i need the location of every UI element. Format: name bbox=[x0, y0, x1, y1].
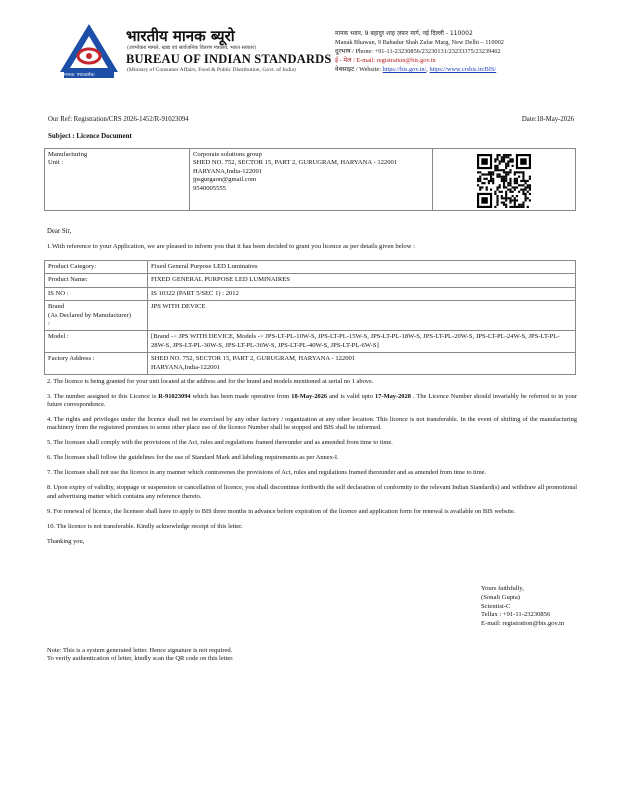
manufacturer-label-line-1: Manufacturing bbox=[48, 151, 88, 158]
paragraph-3-part: 3. The number assigned to this Licence is bbox=[47, 393, 159, 400]
detail-label: Brand (As Declared by Manufacturer) : bbox=[45, 301, 148, 331]
org-title-hindi: भारतीय मानक ब्यूरो bbox=[126, 27, 235, 45]
paragraph-3-part: and is valid upto bbox=[327, 393, 376, 400]
detail-label: IS NO : bbox=[45, 287, 148, 300]
detail-value: [Brand -> JPS WITH DEVICE, Models -> JPS-LT-PL-10W-S, JPS-LT-PL-15W-S, JPS-LT-PL-18W-S, JPS-LT-PL-20W-S, JPS-LT-PL-24W-S, JPS-LT-PL-28W-S, JPS-LT-PL-30W-S, JPS-LT-PL-36W-S, JPS-LT-PL-40W-S, JPS-LT-PL-6W-S] bbox=[148, 331, 576, 353]
salutation: Dear Sir, bbox=[47, 228, 72, 235]
note-line-1: Note: This is a system generated letter. Hence signature is not required. bbox=[47, 647, 233, 654]
table-row bbox=[45, 301, 576, 331]
manufacturer-label-line-2: Unit : bbox=[48, 159, 64, 167]
signatory-title: Scientist-C bbox=[481, 602, 511, 610]
letter-subject: Subject : Licence Document bbox=[48, 132, 132, 140]
manufacturer-row bbox=[45, 149, 576, 211]
email-line: ई - मेल / E-mail: registration@bis.gov.in bbox=[335, 57, 436, 64]
detail-label: Product Name: bbox=[45, 274, 148, 287]
paragraph-10: 10. The licence is not transferable. Kindly acknowledge receipt of this letter. bbox=[47, 522, 243, 530]
table-row bbox=[45, 287, 576, 300]
footer-note bbox=[47, 647, 234, 664]
paragraph-4: 4. The rights and privileges under the licence shall not be exercised by any other factory / organization at any other location. This licence is not transferable. In the event of shifting of the manufacturing machinery from the registered premises to some other place use of the licence Number shall be stopped and BIS shall be informed. bbox=[47, 416, 577, 432]
org-subtitle-hindi: (उपभोक्ता मामले, खाद्य एवं सार्वजनिक वितरण मंत्रालय, भारत सरकार) bbox=[127, 45, 257, 51]
manufacturer-state: HARYANA,India-122001 bbox=[193, 167, 263, 175]
detail-label: Factory Address : bbox=[45, 353, 148, 375]
detail-label: Model : bbox=[45, 331, 148, 353]
table-row bbox=[45, 353, 576, 375]
paragraph-2: 2. The licence is being granted for your unit located at the address and for the brand and models mentioned at serial no 1 above. bbox=[47, 378, 374, 385]
reference-number: Our Ref: Registration/CRS 2026-1452/R-91023094 bbox=[48, 116, 189, 123]
paragraph-8: 8. Upon expiry of validity, stoppage or suspension or cancellation of licence, you shall discontinue forthwith the self declaration of conformity to the relevant Indian Standard(s) and withdraw all promotional and advertising matter which contains any reference thereto. bbox=[47, 484, 577, 500]
licence-details-table bbox=[44, 260, 576, 375]
table-row bbox=[45, 274, 576, 287]
paragraph-3 bbox=[47, 393, 577, 409]
website-line bbox=[335, 65, 504, 74]
org-title-english: BUREAU OF INDIAN STANDARDS bbox=[126, 52, 332, 66]
detail-value: SHED NO. 752, SECTOR 15, PART 2, GURUGRAM, HARYANA - 122001 HARYANA,India-122001 bbox=[148, 353, 576, 375]
manufacturer-address: SHED NO. 752, SECTOR 15, PART 2, GURUGRAM, HARYANA - 122001 bbox=[193, 159, 398, 167]
org-subtitle-english: (Ministry of Consumer Affairs, Food & Public Distribution, Govt. of India) bbox=[127, 67, 296, 73]
website-link-bis[interactable]: https://bis.gov.in/ bbox=[382, 66, 427, 73]
signatory-telfax: Telfax : +91-11-23230856 bbox=[481, 611, 551, 619]
thanking-line: Thanking you, bbox=[47, 537, 85, 545]
paragraph-3-part: which has been made operative from bbox=[190, 393, 292, 400]
signatory-name: (Sonali Gupta) bbox=[481, 593, 521, 601]
paragraph-5: 5. The licensee shall comply with the provisions of the Act, rules and regulations framed thereunder and as amended from time to time. bbox=[47, 439, 393, 447]
qr-code-cell bbox=[433, 149, 576, 211]
paragraph-3-part: . The Licence Number should invariably be referred to in your future correspondence. bbox=[47, 393, 577, 409]
table-row bbox=[45, 331, 576, 353]
paragraph-6: 6. The licensee shall follow the guidelines for the use of Standard Mark and labeling requirements as per Annex-I. bbox=[47, 454, 339, 462]
phone-line: दूरभाष / Phone: +91-11-23230856/23230131/23233375/23239402 bbox=[335, 48, 501, 55]
licence-number: R-91023094 bbox=[158, 393, 191, 400]
manufacturer-details-cell bbox=[190, 149, 433, 211]
detail-label: Product Category: bbox=[45, 261, 148, 274]
paragraph-9: 9. For renewal of licence, the licensee shall have to apply to BIS three months in advance before expiration of the licence and application form for renewal is available on BIS website. bbox=[47, 507, 516, 515]
manufacturer-table bbox=[44, 148, 576, 211]
signatory-email: E-mail: registration@bis.gov.in bbox=[481, 620, 565, 628]
manufacturer-name: Corporate solutions group bbox=[193, 151, 262, 158]
website-link-crsbis[interactable]: https://www.crsbis.in/BIS/ bbox=[429, 66, 497, 73]
valid-from-date: 18-May-2026 bbox=[291, 393, 328, 400]
paragraph-7: 7. The licensee shall not use the licence in any manner which contravenes the provisions of Act, rules and regulations framed thereunder and as amended from time to time. bbox=[47, 469, 487, 477]
manufacturer-phone: 9540005555 bbox=[193, 184, 226, 192]
manufacturer-label-cell bbox=[45, 149, 190, 211]
letter-date: Date:18-May-2026 bbox=[521, 116, 574, 123]
terms-paragraphs bbox=[47, 378, 577, 553]
signature-closing: Yours faithfully, bbox=[481, 585, 524, 592]
address-english: Manak Bhawan, 9 Bahadur Shah Zafar Marg, New Delhi – 110002 bbox=[335, 39, 504, 46]
note-line-2: To verify authentication of letter, kindly scan the QR code on this letter. bbox=[47, 655, 234, 663]
address-hindi: मानक भवन, 9 बहादुर शाह ज़फ़र मार्ग, नई दिल्ली - 110002 bbox=[335, 30, 473, 37]
valid-to-date: 17-May-2028 bbox=[375, 393, 411, 400]
signature-block bbox=[481, 585, 564, 629]
org-contact-block bbox=[335, 29, 504, 74]
manufacturer-email: jpsgurgaon@gmail.com bbox=[193, 176, 257, 184]
qr-code[interactable] bbox=[471, 154, 537, 208]
detail-value: IS 10322 (PART 5/SEC 1) : 2012 bbox=[148, 287, 576, 300]
detail-value: Fixed General Purpose LED Luminaires bbox=[148, 261, 576, 274]
website-label: वेबसाइट / Website: bbox=[335, 66, 383, 73]
table-row bbox=[45, 261, 576, 274]
logo-motto: मानक: पथप्रदर्शक: bbox=[64, 73, 96, 78]
detail-value: JPS WITH DEVICE bbox=[148, 301, 576, 331]
intro-paragraph: 1.With reference to your Application, we are pleased to inform you that it has been decided to grant you licence as per details given below : bbox=[47, 243, 415, 250]
detail-value: FIXED GENERAL PURPOSE LED LUMINAIRES bbox=[148, 274, 576, 287]
bis-logo bbox=[58, 22, 120, 78]
website-separator: , bbox=[426, 66, 430, 73]
